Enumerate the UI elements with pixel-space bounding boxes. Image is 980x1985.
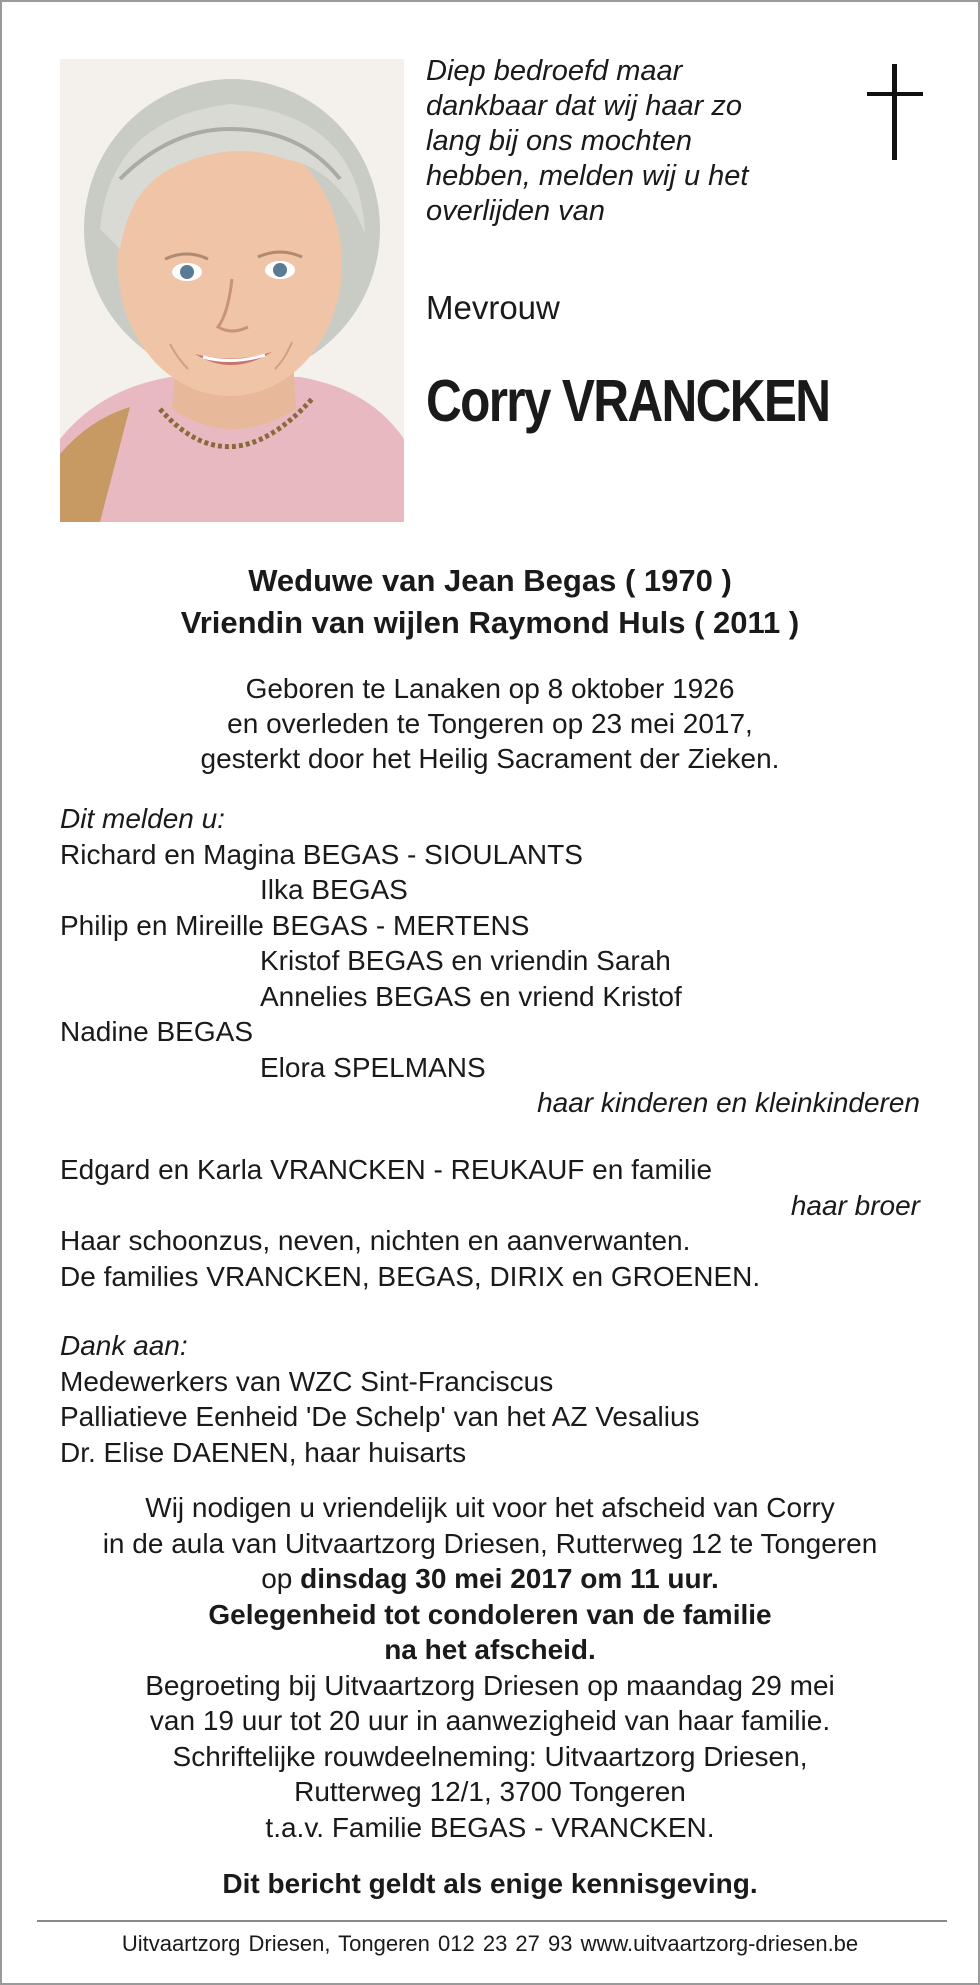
condolence-line: na het afscheid. (384, 1634, 596, 1665)
thanks-line: Dr. Elise DAENEN, haar huisarts (60, 1436, 467, 1468)
thanks-list (60, 1328, 920, 1470)
birth-line: Geboren te Lanaken op 8 oktober 1926 (245, 673, 735, 704)
birth-line: en overleden te Tongeren op 23 mei 2017, (227, 708, 753, 739)
family-line: Richard en Magina BEGAS - SIOULANTS (60, 838, 583, 870)
thanks-header: Dank aan: (60, 1330, 188, 1361)
invitation-line: in de aula van Uitvaartzorg Driesen, Rutterweg 12 te Tongeren (102, 1527, 878, 1559)
invitation-date-prefix: op (261, 1563, 293, 1594)
invitation-date-line (2, 1561, 978, 1597)
sibling-line: De families VRANCKEN, BEGAS, DIRIX en GROENEN. (60, 1260, 761, 1292)
invitation-line: Rutterweg 12/1, 3700 Tongeren (294, 1776, 686, 1807)
family-header: Dit melden u: (60, 803, 225, 834)
invitation-line: Begroeting bij Uitvaartzorg Driesen op maandag 29 mei (145, 1669, 835, 1701)
relation-line: Weduwe van Jean Begas ( 1970 ) (248, 563, 732, 598)
siblings-list (60, 1152, 920, 1294)
sibling-line: Haar schoonzus, neven, nichten en aanverwanten. (60, 1225, 691, 1256)
invitation-line: t.a.v. Familie BEGAS - VRANCKEN. (265, 1811, 715, 1843)
intro-line: lang bij ons mochten (426, 125, 692, 157)
thanks-line: Medewerkers van WZC Sint-Franciscus (60, 1365, 554, 1397)
funeral-invitation (2, 1490, 978, 1845)
family-line: Elora SPELMANS (260, 1051, 486, 1083)
portrait-photo (60, 59, 404, 522)
funeral-home-footer: Uitvaartzorg Driesen, Tongeren 012 23 27 93 www.uitvaartzorg-driesen.be (121, 1931, 859, 1956)
relations-heading (2, 560, 978, 644)
birth-line: gesterkt door het Heilig Sacrament der Zieken. (200, 743, 780, 774)
deceased-name: Corry VRANCKEN (426, 368, 830, 434)
honorific: Mevrouw (426, 289, 560, 326)
family-relation-note: haar kinderen en kleinkinderen (537, 1087, 920, 1118)
intro-line: Diep bedroefd maar (426, 55, 683, 87)
footer-divider (37, 1920, 947, 1922)
family-list (60, 801, 920, 1121)
intro-text (426, 54, 816, 229)
intro-line: overlijden van (426, 195, 605, 227)
invitation-line: van 19 uur tot 20 uur in aanwezigheid van haar familie. (149, 1705, 831, 1736)
family-line: Nadine BEGAS (60, 1016, 253, 1047)
sibling-relation-note: haar broer (790, 1189, 920, 1221)
family-line: Ilka BEGAS (260, 874, 408, 905)
invitation-line: Wij nodigen u vriendelijk uit voor het afscheid van Corry (145, 1492, 835, 1523)
intro-line: hebben, melden wij u het (426, 160, 749, 192)
notice-text: Dit bericht geldt als enige kennisgeving. (222, 1868, 758, 1899)
portrait-illustration (60, 59, 404, 522)
family-line: Philip en Mireille BEGAS - MERTENS (60, 909, 530, 941)
sibling-line: Edgard en Karla VRANCKEN - REUKAUF en familie (60, 1154, 713, 1185)
thanks-line: Palliatieve Eenheid 'De Schelp' van het AZ Vesalius (60, 1401, 700, 1432)
birth-death-info (2, 671, 978, 776)
condolence-line: Gelegenheid tot condoleren van de familie (208, 1598, 772, 1630)
latin-cross-icon (867, 64, 923, 160)
invitation-date: dinsdag 30 mei 2017 om 11 uur. (300, 1563, 719, 1594)
family-line: Kristof BEGAS en vriendin Sarah (260, 945, 671, 976)
intro-line: dankbaar dat wij haar zo (426, 90, 742, 122)
invitation-line: Schriftelijke rouwdeelneming: Uitvaartzorg Driesen, (172, 1740, 808, 1772)
relation-line: Vriendin van wijlen Raymond Huls ( 2011 ) (180, 605, 800, 640)
family-line: Annelies BEGAS en vriend Kristof (260, 980, 682, 1012)
